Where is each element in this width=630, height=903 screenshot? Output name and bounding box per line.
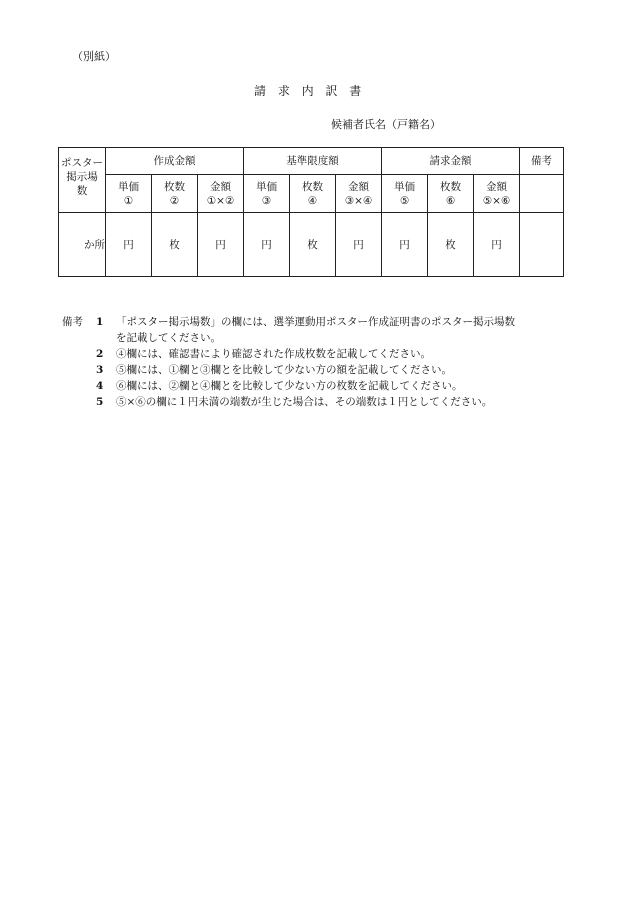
note-text: 「ポスター掲示場数」の欄には、選挙運動用ポスター作成証明書のポスター掲示場数 を記載してください。 xyxy=(116,316,515,344)
note-number: 5 xyxy=(96,396,104,408)
candidate-name-label: 候補者氏名（戸籍名） xyxy=(331,118,441,131)
note-number: 4 xyxy=(96,380,104,392)
appendix-label: （別紙） xyxy=(72,50,116,63)
limit-count-cell[interactable]: 枚 xyxy=(290,213,336,277)
limit-amount-cell[interactable]: 円 xyxy=(336,213,382,277)
claim-unit-price-cell[interactable]: 円 xyxy=(382,213,428,277)
limit-count-header: 枚数 ④ xyxy=(290,175,336,213)
note-item xyxy=(62,394,582,410)
creation-amount-header: 作成金額 xyxy=(106,148,244,175)
limit-amount-header: 基準限度額 xyxy=(244,148,382,175)
limit-unit-price-cell[interactable]: 円 xyxy=(244,213,290,277)
note-text: ④欄には、確認書により確認された作成枚数を記載してください。 xyxy=(116,348,431,360)
remarks-empty-cell xyxy=(520,175,564,213)
note-number: 3 xyxy=(96,364,104,376)
creation-count-cell[interactable]: 枚 xyxy=(152,213,198,277)
claim-amount-sub-header: 金額 ⑤×⑥ xyxy=(474,175,520,213)
creation-count-header: 枚数 ② xyxy=(152,175,198,213)
creation-unit-price-header: 単価 ① xyxy=(106,175,152,213)
poster-sites-cell[interactable]: か所 xyxy=(59,213,106,277)
note-item xyxy=(62,362,582,378)
note-number: 1 xyxy=(96,316,104,328)
document-title: 請 求 内 訳 書 xyxy=(254,84,363,98)
limit-amount-sub-header: 金額 ③×④ xyxy=(336,175,382,213)
claim-unit-price-header: 単価 ⑤ xyxy=(382,175,428,213)
notes-heading: 備考 xyxy=(62,316,83,328)
table-header-row xyxy=(59,148,564,175)
creation-amount-cell[interactable]: 円 xyxy=(198,213,244,277)
claim-amount-cell[interactable]: 円 xyxy=(474,213,520,277)
claim-amount-header: 請求金額 xyxy=(382,148,520,175)
creation-unit-price-cell[interactable]: 円 xyxy=(106,213,152,277)
table-row xyxy=(59,213,564,277)
remarks-header: 備考 xyxy=(520,148,564,175)
poster-sites-header: ポスター 掲示場 数 xyxy=(59,148,106,213)
note-item xyxy=(62,314,582,346)
note-text: ⑥欄には、②欄と④欄とを比較して少ない方の枚数を記載してください。 xyxy=(116,380,463,392)
note-item xyxy=(62,346,582,362)
note-number: 2 xyxy=(96,348,104,360)
creation-amount-sub-header: 金額 ①×② xyxy=(198,175,244,213)
note-text: ⑤欄には、①欄と③欄とを比較して少ない方の額を記載してください。 xyxy=(116,364,452,376)
claim-count-header: 枚数 ⑥ xyxy=(428,175,474,213)
remarks-cell[interactable] xyxy=(520,213,564,277)
notes-section xyxy=(62,314,582,410)
limit-unit-price-header: 単価 ③ xyxy=(244,175,290,213)
table-subheader-row xyxy=(59,175,564,213)
claim-breakdown-table xyxy=(58,147,564,277)
note-text: ⑤×⑥の欄に１円未満の端数が生じた場合は、その端数は１円としてください。 xyxy=(116,396,493,408)
note-item xyxy=(62,378,582,394)
claim-count-cell[interactable]: 枚 xyxy=(428,213,474,277)
